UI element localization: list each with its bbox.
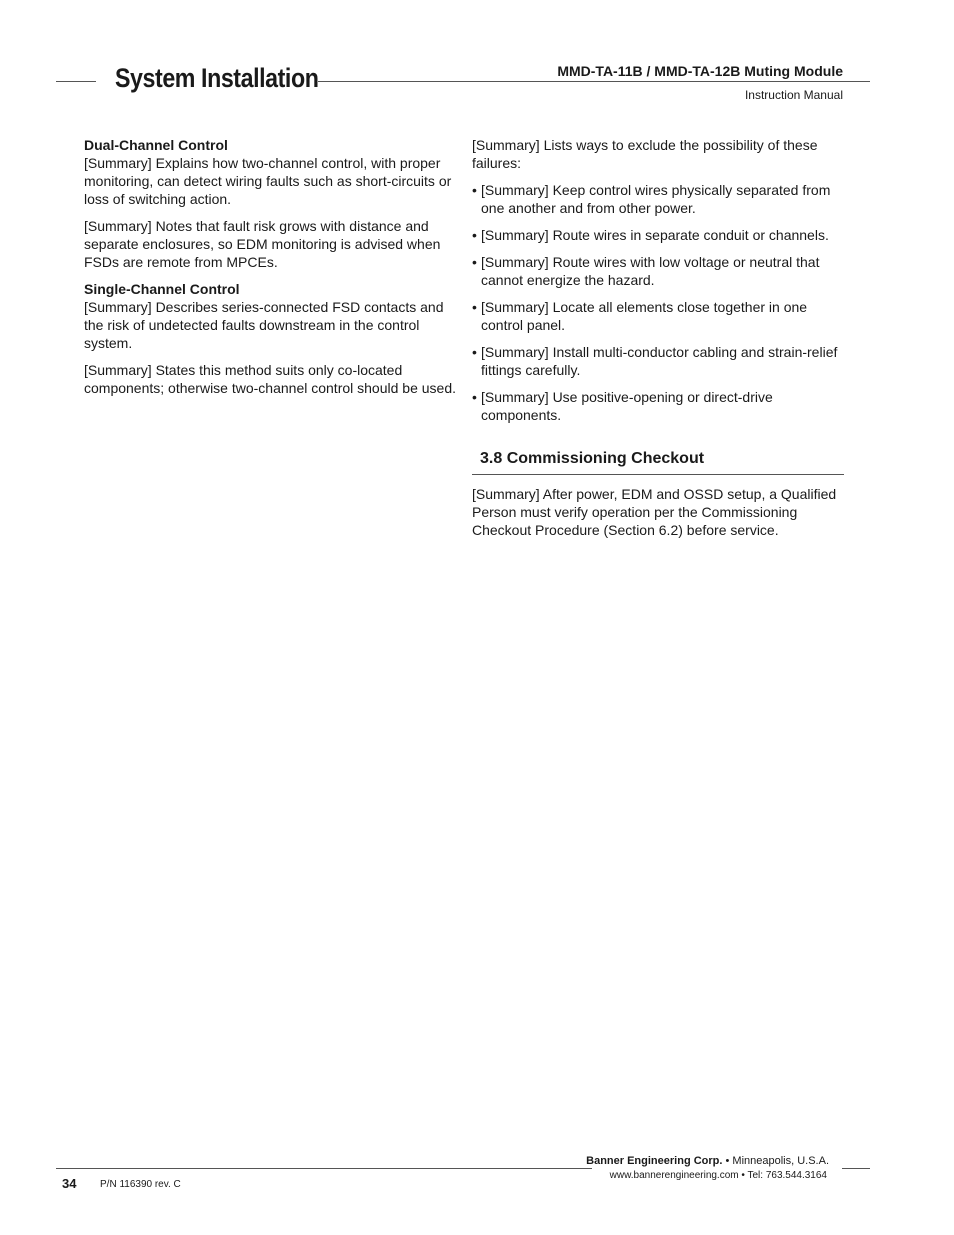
methods-intro: [Summary] Lists ways to exclude the possibility of these failures: xyxy=(472,137,818,171)
document-title: MMD-TA-11B / MMD-TA-12B Muting Module xyxy=(557,63,843,79)
footer-rule-left xyxy=(56,1168,592,1169)
header-rule-left xyxy=(56,81,96,82)
page-number: 34 xyxy=(62,1176,77,1191)
commissioning-checkout-heading: 3.8 Commissioning Checkout xyxy=(472,450,844,475)
single-channel-block xyxy=(84,280,456,397)
header-rule-right xyxy=(318,81,870,82)
single-channel-paragraph-1: [Summary] Describes series-connected FSD contacts and the risk of undetected faults downstream in the control system. xyxy=(84,299,444,351)
footer-rule-right xyxy=(842,1168,870,1169)
methods-list xyxy=(472,181,844,424)
dual-channel-heading: Dual-Channel Control xyxy=(84,137,228,153)
list-item: • [Summary] Install multi-conductor cabling and strain-relief fittings carefully. xyxy=(472,343,844,379)
list-item: • [Summary] Route wires with low voltage or neutral that cannot energize the hazard. xyxy=(472,253,844,289)
commissioning-checkout-paragraph: [Summary] After power, EDM and OSSD setup, a Qualified Person must verify operation per the Commissioning Checkout Procedure (Section 6.2) before service. xyxy=(472,486,837,538)
list-item: • [Summary] Use positive-opening or direct-drive components. xyxy=(472,388,844,424)
document-subtitle: Instruction Manual xyxy=(744,88,843,102)
company-line xyxy=(586,1155,829,1167)
part-number: P/N 116390 rev. C xyxy=(100,1179,181,1190)
left-column xyxy=(84,136,456,406)
right-column xyxy=(472,136,844,548)
list-item: • [Summary] Keep control wires physically separated from one another and from other power. xyxy=(472,181,844,217)
company-location: • Minneapolis, U.S.A. xyxy=(722,1155,829,1167)
dual-channel-block xyxy=(84,136,456,271)
company-contact: www.bannerengineering.com • Tel: 763.544.3164 xyxy=(609,1170,827,1181)
single-channel-paragraph-2: [Summary] States this method suits only co-located components; otherwise two-channel control should be used. xyxy=(84,362,456,396)
section-title: System Installation xyxy=(115,63,319,93)
dual-channel-paragraph-2: [Summary] Notes that fault risk grows with distance and separate enclosures, so EDM monitoring is advised when FSDs are remote from MPCEs. xyxy=(84,218,441,270)
single-channel-heading: Single-Channel Control xyxy=(84,281,240,297)
company-name: Banner Engineering Corp. xyxy=(586,1155,723,1167)
list-item: • [Summary] Route wires in separate conduit or channels. xyxy=(472,226,844,244)
list-item: • [Summary] Locate all elements close together in one control panel. xyxy=(472,298,844,334)
dual-channel-paragraph-1: [Summary] Explains how two-channel control, with proper monitoring, can detect wiring faults such as short-circuits or loss of switching action. xyxy=(84,155,452,207)
